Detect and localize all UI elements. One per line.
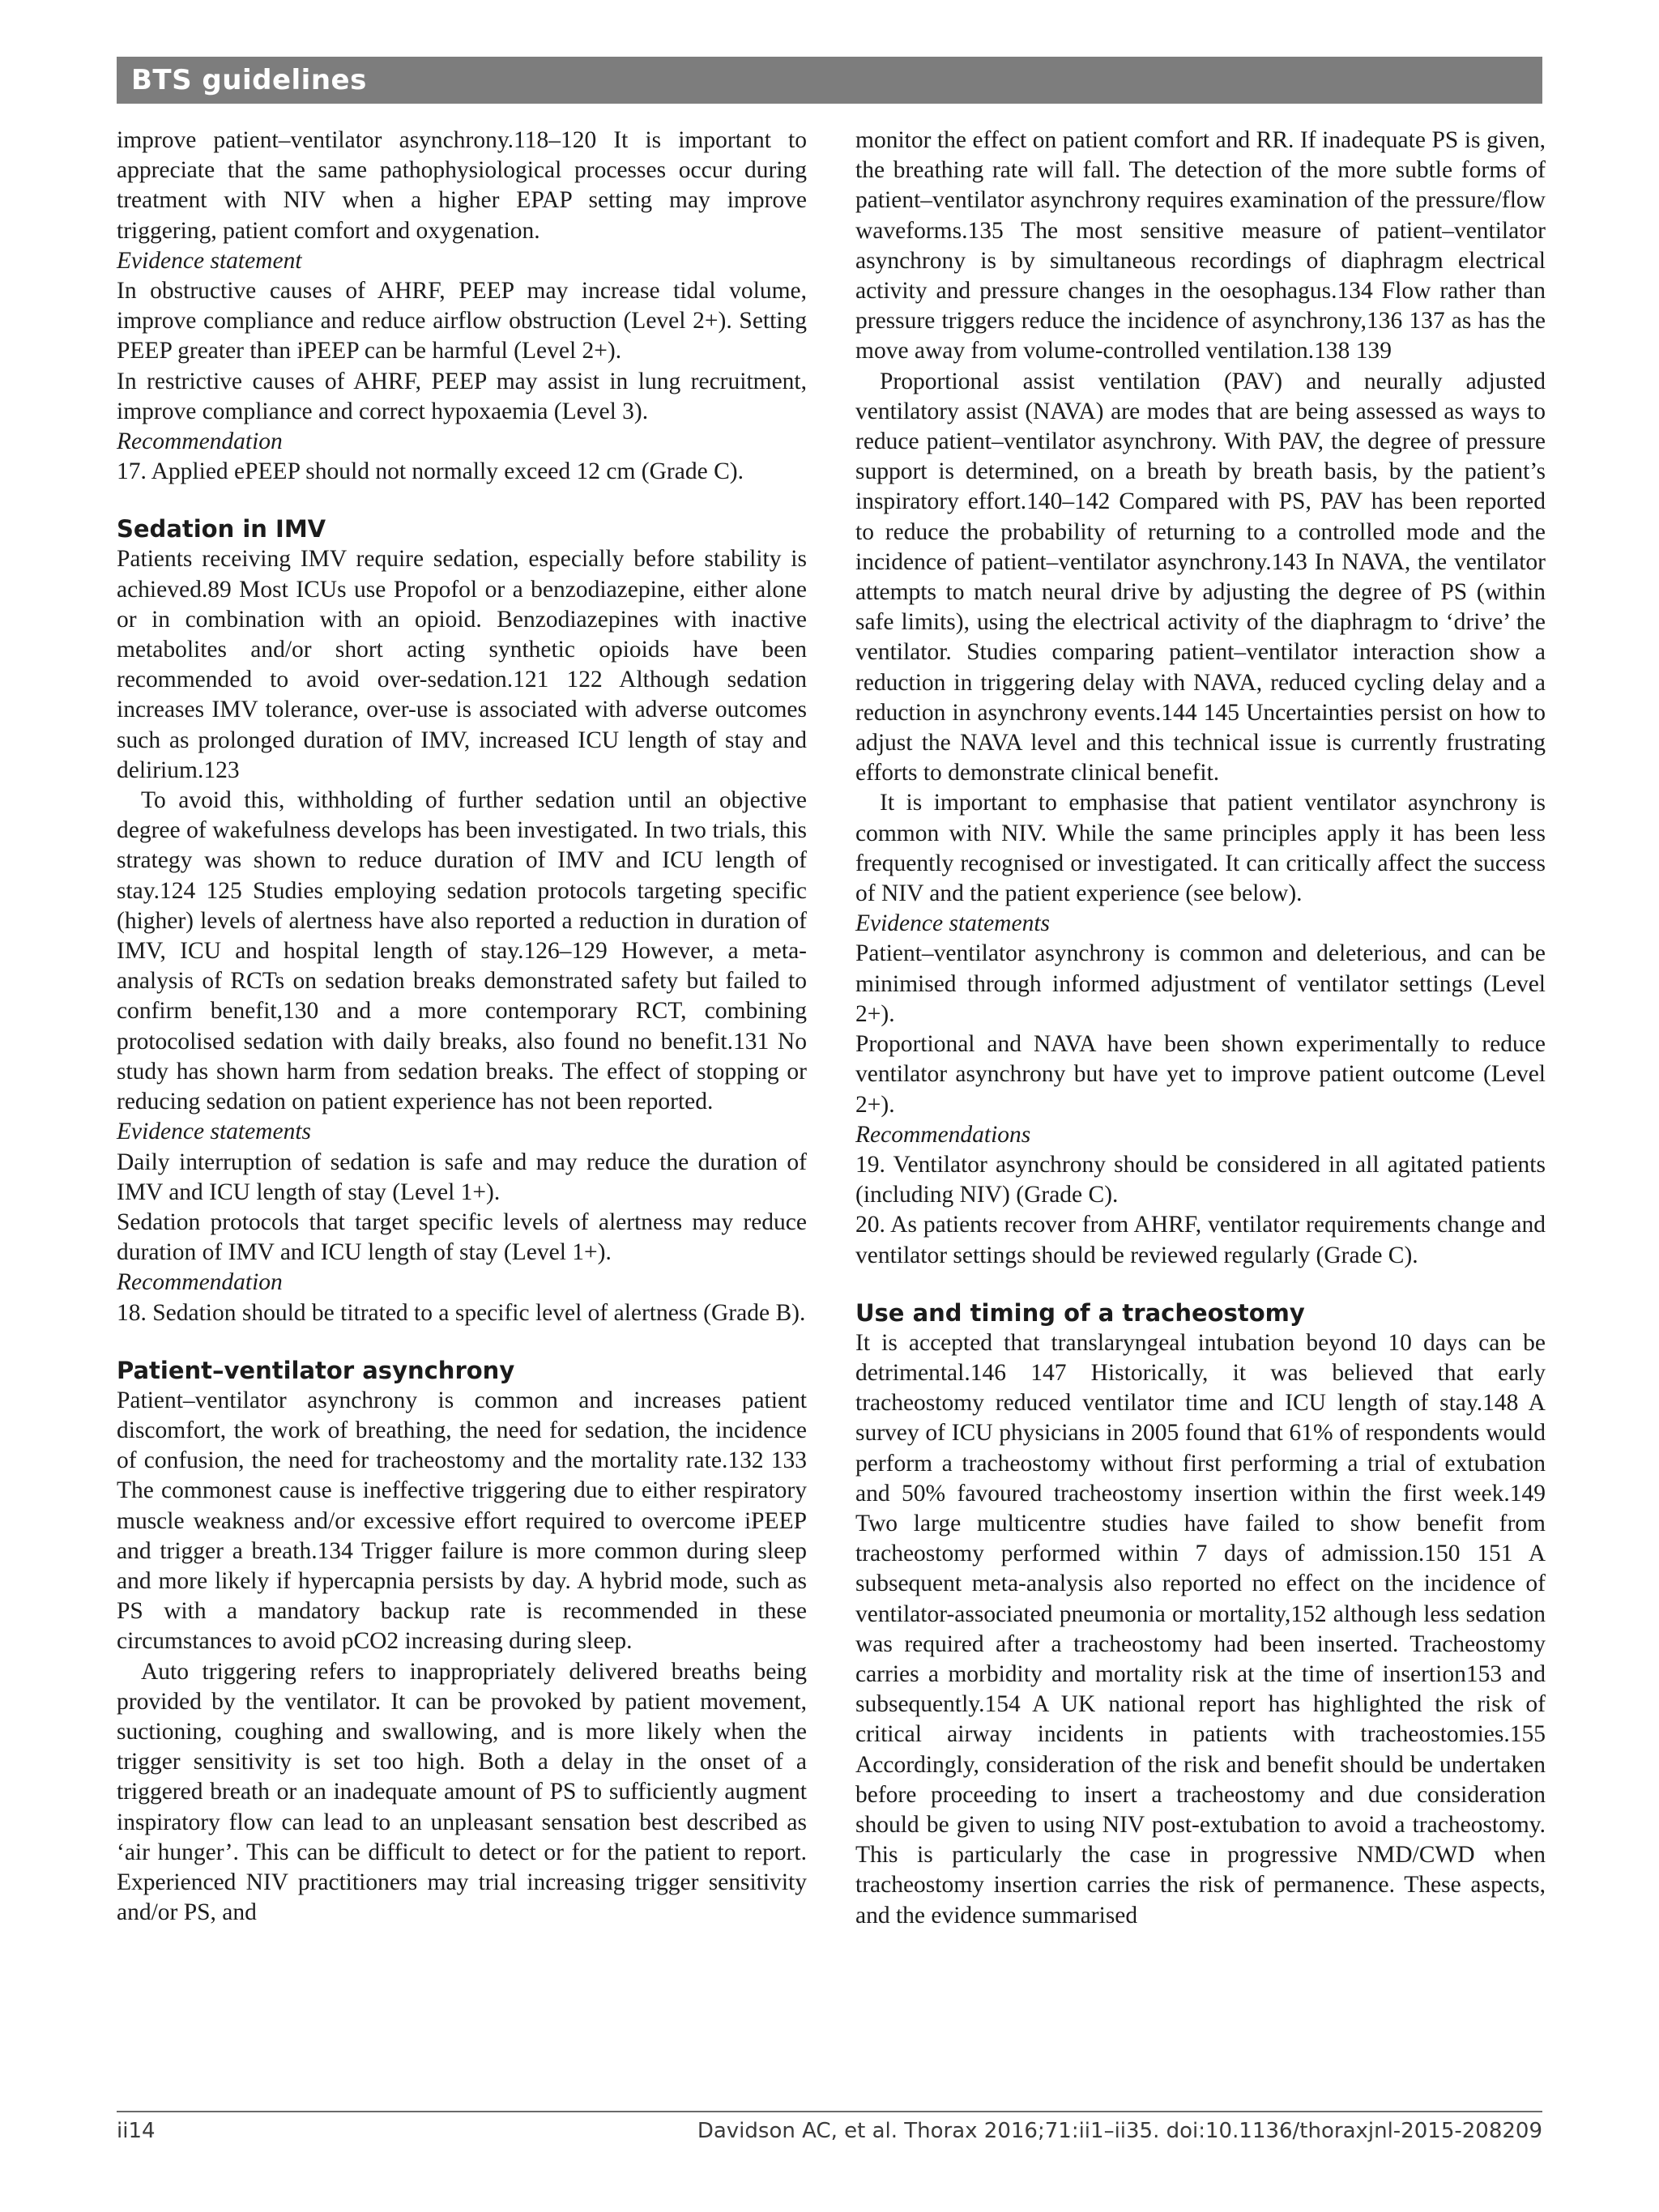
recommendation-text: 20. As patients recover from AHRF, ventilator requirements change and ventilator settings should be reviewed regularly (Grade C). [855,1212,1546,1268]
evidence-text: Sedation protocols that target specific levels of alertness may reduce duration of IMV and ICU length of stay (Level 1+). [117,1208,807,1266]
header-bar [117,57,1542,104]
page-number: ii14 [117,2119,156,2143]
paragraph: To avoid this, withholding of further sedation until an objective degree of wakefulness develops has been investigated. In two trials, this strategy was shown to reduce duration of IMV and ICU length of stay.124 125 Studies employing sedation protocols targeting specific (higher) levels of alertness have also reported a reduction in duration of IMV, ICU and hospital length of stay.126–129 However, a meta-analysis of RCTs on sedation breaks demonstrated safety but failed to confirm benefit,130 and a more contemporary RCT, combining protocolised sedation with daily breaks, also found no benefit.131 No study has shown harm from sedation breaks. The effect of stopping or reducing sedation on patient experience has not been reported. [117,787,807,1115]
paragraph: It is important to emphasise that patient ventilator asynchrony is common with NIV. While the same principles apply it has been less frequently recognised or investigated. It can critically affect the success of NIV and the patient experience (see below). [855,790,1546,907]
section-title: BTS guidelines [131,64,367,96]
recommendation-text: 18. Sedation should be titrated to a specific level of alertness (Grade B). [117,1299,806,1326]
evidence-label: Evidence statements [117,1119,312,1145]
evidence-label: Evidence statement [117,247,302,274]
section-heading-asynchrony: Patient–ventilator asynchrony [117,1356,515,1384]
recommendation-text: 17. Applied ePEEP should not normally exceed 12 cm (Grade C). [117,458,744,485]
paragraph: Patients receiving IMV require sedation, especially before stability is achieved.89 Most ICUs use Propofol or a benzodiazepine, either alone or in combination with an opioid. Benzodiazepines with inactive metabolites and/or short acting synthetic opioids have been recommended to avoid over-sedation.121 122 Although sedation increases IMV tolerance, over-use is associated with adverse outcomes such as prolonged duration of IMV, increased ICU length of stay and delirium.123 [117,546,807,783]
evidence-text: In restrictive causes of AHRF, PEEP may assist in lung recruitment, improve compliance and correct hypoxaemia (Level 3). [117,368,807,424]
footer-rule [117,2111,1542,2112]
paragraph: improve patient–ventilator asynchrony.118–120 It is important to appreciate that the same pathophysiological processes occur during treatment with NIV when a higher EPAP setting may improve triggering, patient comfort and oxygenation. [117,127,807,244]
evidence-text: Patient–ventilator asynchrony is common and deleterious, and can be minimised through informed adjustment of ventilator settings (Level 2+). [855,940,1546,1027]
evidence-text: Daily interruption of sedation is safe and may reduce the duration of IMV and ICU length of stay (Level 1+). [117,1149,807,1205]
citation: Davidson AC, et al. Thorax 2016;71:ii1–ii35. doi:10.1136/thoraxjnl-2015-208209 [697,2119,1542,2143]
evidence-label: Evidence statements [855,910,1051,937]
paragraph: monitor the effect on patient comfort and RR. If inadequate PS is given, the breathing rate will fall. The detection of the more subtle forms of patient–ventilator asynchrony requires examination of the pressure/flow waveforms.135 The most sensitive measure of patient–ventilator asynchrony is by simultaneous recordings of diaphragm electrical activity and pressure changes in the oesophagus.134 Flow rather than pressure triggers reduce the incidence of asynchrony,136 137 as has the move away from volume-controlled ventilation.138 139 [855,127,1546,364]
paragraph: It is accepted that translaryngeal intubation beyond 10 days can be detrimental.146 147 Historically, it was believed that early tracheostomy reduced ventilator time and ICU length of stay.148 A survey of ICU physicians in 2005 found that 61% of respondents would perform a tracheostomy without first performing a trial of extubation and 50% favoured tracheostomy insertion within the first week.149 Two large multicentre studies have failed to show benefit from tracheostomy performed within 7 days of admission.150 151 A subsequent meta-analysis also reported no effect on the incidence of ventilator-associated pneumonia or mortality,152 although less sedation was required after a tracheostomy had been inserted. Tracheostomy carries a morbidity and mortality risk at the time of insertion153 and subsequently.154 A UK national report has highlighted the risk of critical airway incidents in patients with tracheostomies.155 Accordingly, consideration of the risk and benefit should be undertaken before proceeding to insert a tracheostomy and due consideration should be given to using NIV post-extubation to avoid a tracheostomy. This is particularly the case in progressive NMD/CWD when tracheostomy insertion carries the risk of permanence. These aspects, and the evidence summarised [855,1329,1546,1929]
paragraph: Auto triggering refers to inappropriately delivered breaths being provided by the ventilator. It can be provoked by patient movement, suctioning, coughing and swallowing, and is more likely when the trigger sensitivity is set too high. Both a delay in the onset of a triggered breath or an inadequate amount of PS to sufficiently augment inspiratory flow can lead to an unpleasant sensation best described as ‘air hunger’. This can be difficult to detect or for the patient to report. Experienced NIV practitioners may trial increasing trigger sensitivity and/or PS, and [117,1658,807,1926]
evidence-text: In obstructive causes of AHRF, PEEP may increase tidal volume, improve compliance and reduce airflow obstruction (Level 2+). Setting PEEP greater than iPEEP can be harmful (Level 2+). [117,278,807,364]
recommendation-label: Recommendation [117,1269,283,1296]
left-column [117,126,807,1928]
recommendation-label: Recommendations [855,1121,1031,1148]
paragraph: Patient–ventilator asynchrony is common and increases patient discomfort, the work of breathing, the need for sedation, the incidence of confusion, the need for tracheostomy and the mortality rate.132 133 The commonest cause is ineffective triggering due to either respiratory muscle weakness and/or excessive effort required to overcome iPEEP and trigger a breath.134 Trigger failure is more common during sleep and more likely if hypercapnia persists by day. A hybrid mode, such as PS with a mandatory backup rate is recommended in these circumstances to avoid pCO2 increasing during sleep. [117,1387,807,1655]
recommendation-label: Recommendation [117,428,283,455]
section-heading-sedation: Sedation in IMV [117,515,326,543]
right-column [855,126,1546,1931]
section-heading-tracheostomy: Use and timing of a tracheostomy [855,1298,1305,1327]
recommendation-text: 19. Ventilator asynchrony should be considered in all agitated patients (including NIV) (Grade C). [855,1151,1546,1208]
paragraph: Proportional assist ventilation (PAV) and neurally adjusted ventilatory assist (NAVA) are modes that are being assessed as ways to reduce patient–ventilator asynchrony. With PAV, the degree of pressure support is determined, on a breath by breath basis, by the patient’s inspiratory effort.140–142 Compared with PS, PAV has been reported to reduce the probability of returning to a controlled mode and the incidence of patient–ventilator asynchrony.143 In NAVA, the ventilator attempts to match neural drive by adjusting the degree of PS (within safe limits), using the electrical activity of the diaphragm to ‘drive’ the ventilator. Studies comparing patient–ventilator interaction show a reduction in triggering delay with NAVA, reduced cycling delay and a reduction in asynchrony events.144 145 Uncertainties persist on how to adjust the NAVA level and this technical issue is currently frustrating efforts to demonstrate clinical benefit. [855,368,1546,786]
evidence-text: Proportional and NAVA have been shown experimentally to reduce ventilator asynchrony but have yet to improve patient outcome (Level 2+). [855,1031,1546,1118]
